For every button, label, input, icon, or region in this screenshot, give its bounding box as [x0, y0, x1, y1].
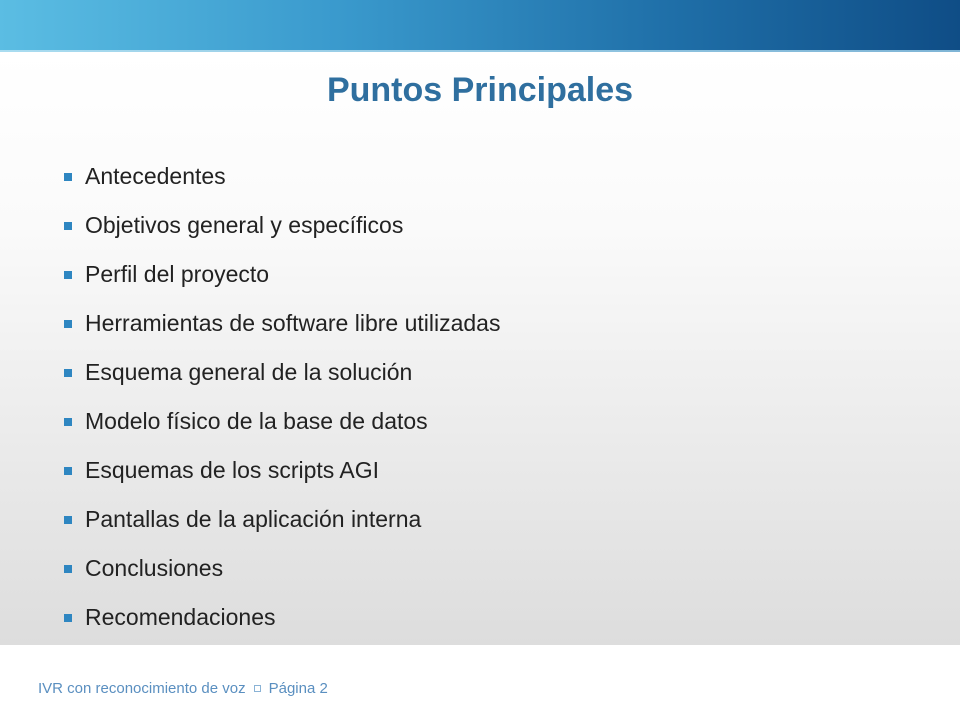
bullet-item — [64, 201, 500, 250]
bullet-item — [64, 348, 500, 397]
square-bullet-icon — [64, 467, 72, 475]
bullet-label: Esquema general de la solución — [85, 359, 413, 385]
bullet-item — [64, 544, 500, 593]
bullet-label: Conclusiones — [85, 555, 224, 581]
header-band — [0, 0, 960, 50]
bullet-item — [64, 152, 500, 201]
bullet-label: Recomendaciones — [85, 604, 276, 630]
footer — [38, 680, 328, 697]
bullet-item — [64, 593, 500, 642]
bullet-item — [64, 250, 500, 299]
bullet-label: Objetivos general y específicos — [85, 212, 404, 238]
square-bullet-icon — [64, 565, 72, 573]
bullet-item — [64, 299, 500, 348]
bullet-label: Esquemas de los scripts AGI — [85, 457, 380, 483]
bullet-item — [64, 397, 500, 446]
square-bullet-icon — [64, 369, 72, 377]
bullet-label: Pantallas de la aplicación interna — [85, 506, 422, 532]
square-bullet-icon — [64, 222, 72, 230]
square-bullet-icon — [64, 516, 72, 524]
footer-page-number: Página 2 — [268, 680, 328, 697]
slide-title: Puntos Principales — [326, 71, 634, 109]
square-bullet-icon — [64, 271, 72, 279]
square-bullet-icon — [64, 173, 72, 181]
bullet-label: Herramientas de software libre utilizadas — [85, 310, 501, 336]
square-bullet-icon — [64, 418, 72, 426]
square-bullet-icon — [64, 320, 72, 328]
bullet-label: Modelo físico de la base de datos — [85, 408, 428, 434]
bullet-label: Antecedentes — [85, 163, 226, 189]
small-square-separator-icon — [254, 685, 261, 692]
bullet-item — [64, 446, 500, 495]
bullet-item — [64, 495, 500, 544]
footer-presentation-name: IVR con reconocimiento de voz — [38, 680, 246, 697]
square-bullet-icon — [64, 614, 72, 622]
bullet-label: Perfil del proyecto — [85, 261, 270, 287]
bullet-list — [64, 152, 500, 642]
